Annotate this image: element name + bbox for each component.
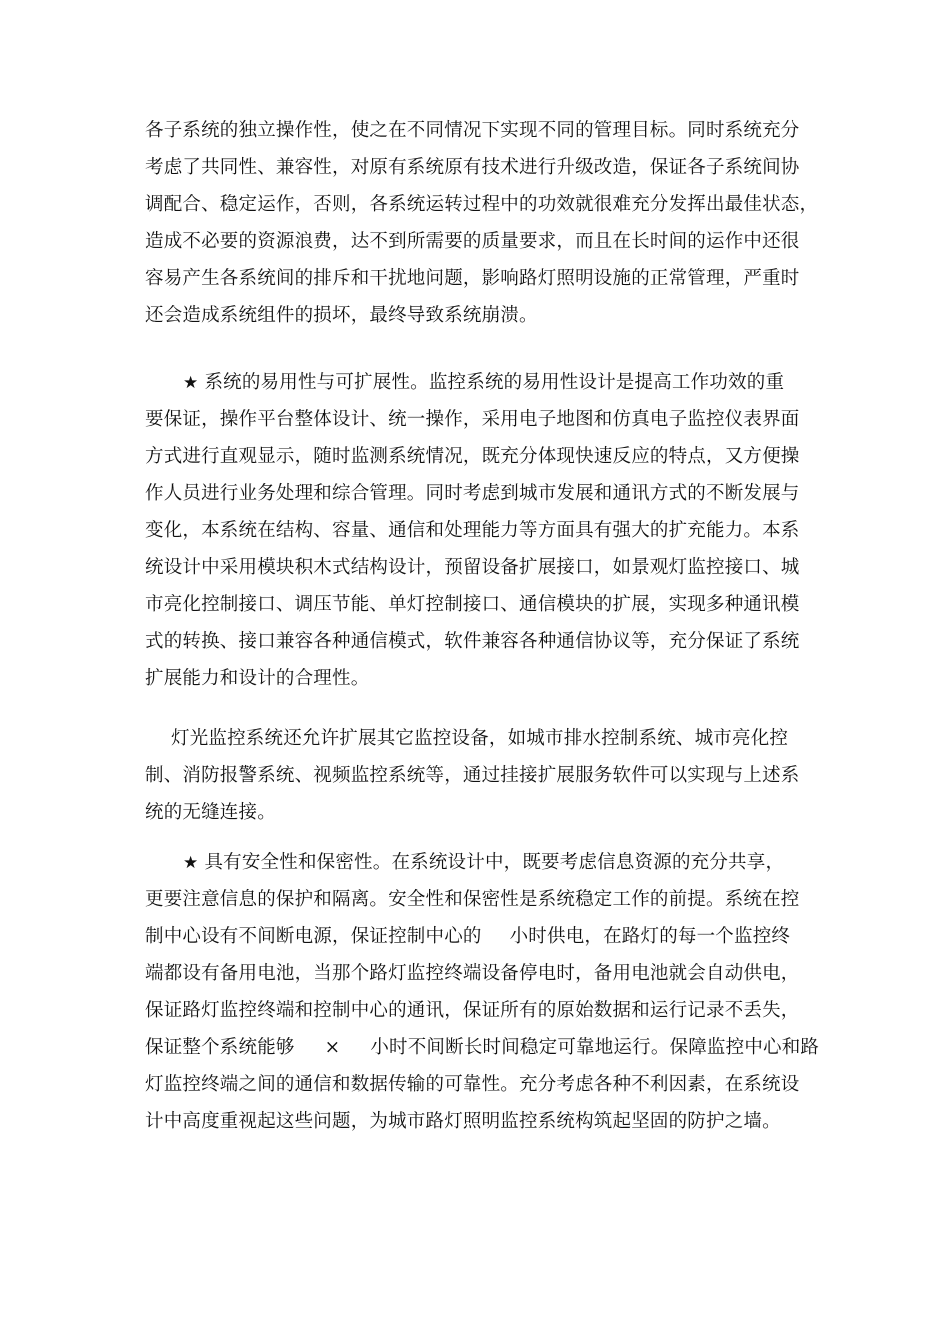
text-line: 方式进行直观显示，随时监测系统情况，既充分体现快速反应的特点，又方便操 <box>145 446 800 467</box>
bullet-heading-text: 具有安全性和保密性。在系统设计中，既要考虑信息资源的充分共享， <box>204 852 785 873</box>
text-line: 式的转换、接口兼容各种通信模式，软件兼容各种通信协议等，充分保证了系统 <box>145 631 800 652</box>
text-segment: 小时供电，在路灯的每一个监控终 <box>509 926 791 947</box>
text-line: 端都设有备用电池，当那个路灯监控终端设备停电时，备用电池就会自动供电， <box>145 963 800 984</box>
text-line: 考虑了共同性、兼容性，对原有系统原有技术进行升级改造，保证各子系统间协 <box>145 157 800 178</box>
bullet-heading-text: 系统的易用性与可扩展性。监控系统的易用性设计是提高工作功效的重 <box>204 372 785 393</box>
text-line: 要保证，操作平台整体设计、统一操作，采用电子地图和仿真电子监控仪表界面 <box>145 409 800 430</box>
text-line: 统的无缝连接。 <box>145 802 276 823</box>
times-symbol: × <box>324 1037 341 1058</box>
text-line: 作人员进行业务处理和综合管理。同时考虑到城市发展和通讯方式的不断发展与 <box>145 483 800 504</box>
text-segment: 制中心设有不间断电源，保证控制中心的 <box>145 926 482 947</box>
text-line <box>145 364 810 401</box>
paragraph-security-confidentiality <box>145 844 820 1140</box>
text-line: 造成不必要的资源浪费，达不到所需要的质量要求，而且在长时间的运作中还很 <box>145 231 800 252</box>
star-bullet-icon: ★ <box>183 373 199 393</box>
text-line <box>145 1029 820 1066</box>
star-bullet-icon: ★ <box>183 853 199 873</box>
text-line: 还会造成系统组件的损坏，最终导致系统崩溃。 <box>145 305 538 326</box>
text-line: 更要注意信息的保护和隔离。安全性和保密性是系统稳定工作的前提。系统在控 <box>145 889 800 910</box>
text-line: 调配合、稳定运作，否则，各系统运转过程中的功效就很难充分发挥出最佳状态， <box>145 194 819 215</box>
text-line: 容易产生各系统间的排斥和干扰地问题，影响路灯照明设施的正常管理，严重时 <box>145 268 800 289</box>
text-line: 统设计中采用模块积木式结构设计，预留设备扩展接口，如景观灯监控接口、城 <box>145 557 800 578</box>
paragraph-subsystem-independence <box>145 112 819 334</box>
text-segment: 小时不间断长时间稳定可靠地运行。保障监控中心和路 <box>370 1037 820 1058</box>
text-line: 扩展能力和设计的合理性。 <box>145 668 370 689</box>
text-line: 变化，本系统在结构、容量、通信和处理能力等方面具有强大的扩充能力。本系 <box>145 520 800 541</box>
text-line: 市亮化控制接口、调压节能、单灯控制接口、通信模块的扩展，实现多种通讯模 <box>145 594 800 615</box>
text-line: 灯监控终端之间的通信和数据传输的可靠性。充分考虑各种不利因素，在系统设 <box>145 1074 800 1095</box>
text-line: 灯光监控系统还允许扩展其它监控设备，如城市排水控制系统、城市亮化控 <box>171 728 789 749</box>
text-line: 制、消防报警系统、视频监控系统等，通过挂接扩展服务软件可以实现与上述系 <box>145 765 800 786</box>
text-line: 保证路灯监控终端和控制中心的通讯，保证所有的原始数据和运行记录不丢失， <box>145 1000 800 1021</box>
text-segment: 保证整个系统能够 <box>145 1037 295 1058</box>
text-line <box>145 918 810 955</box>
text-line: 计中高度重视起这些问题，为城市路灯照明监控系统构筑起坚固的防护之墙。 <box>145 1111 781 1132</box>
text-line <box>145 844 810 881</box>
paragraph-extended-monitoring <box>145 720 810 831</box>
paragraph-usability-extensibility <box>145 364 810 697</box>
text-line: 各子系统的独立操作性，使之在不同情况下实现不同的管理目标。同时系统充分 <box>145 120 800 141</box>
